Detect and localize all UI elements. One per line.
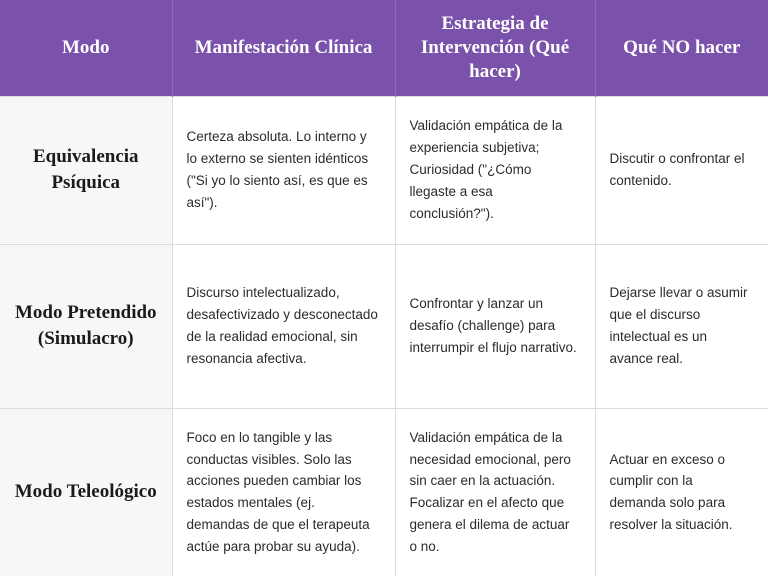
table-row	[0, 408, 768, 576]
column-header-modo: Modo	[0, 0, 172, 96]
cell-manifestacion: Discurso intelectualizado, desafectivizado y desconectado de la realidad emocional, sin resonancia afectiva.	[172, 244, 395, 408]
table-row	[0, 96, 768, 244]
cell-estrategia: Confrontar y lanzar un desafío (challenge) para interrumpir el flujo narrativo.	[395, 244, 595, 408]
cell-no-hacer: Discutir o confrontar el contenido.	[595, 96, 768, 244]
table-header-row	[0, 0, 768, 96]
cell-estrategia: Validación empática de la necesidad emocional, pero sin caer en la actuación. Focalizar en el afecto que genera el dilema de actuar o no.	[395, 408, 595, 576]
table-body	[0, 96, 768, 576]
column-header-manifestacion-clinica: Manifestación Clínica	[172, 0, 395, 96]
table-row	[0, 244, 768, 408]
cell-no-hacer: Actuar en exceso o cumplir con la demanda solo para resolver la situación.	[595, 408, 768, 576]
cell-estrategia: Validación empática de la experiencia subjetiva; Curiosidad ("¿Cómo llegaste a esa conclusión?").	[395, 96, 595, 244]
cell-modo: Modo Teleológico	[0, 408, 172, 576]
cell-modo: Equivalencia Psíquica	[0, 96, 172, 244]
cell-manifestacion: Foco en lo tangible y las conductas visibles. Solo las acciones pueden cambiar los estados mentales (ej. demandas de que el terapeuta actúe para probar su ayuda).	[172, 408, 395, 576]
cell-modo: Modo Pretendido (Simulacro)	[0, 244, 172, 408]
cell-manifestacion: Certeza absoluta. Lo interno y lo externo se sienten idénticos ("Si yo lo siento así, es que es así").	[172, 96, 395, 244]
cell-no-hacer: Dejarse llevar o asumir que el discurso intelectual es un avance real.	[595, 244, 768, 408]
column-header-que-no-hacer: Qué NO hacer	[595, 0, 768, 96]
column-header-estrategia-intervencion: Estrategia de Intervención (Qué hacer)	[395, 0, 595, 96]
table-header	[0, 0, 768, 96]
